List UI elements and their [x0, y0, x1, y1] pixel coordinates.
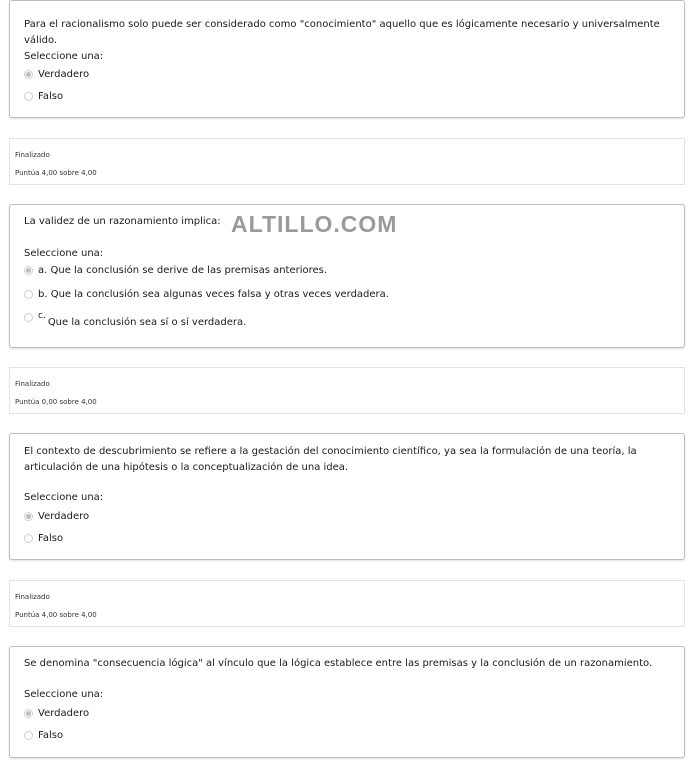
question-info-1: [9, 138, 685, 185]
radio-button[interactable]: [24, 534, 33, 543]
question-text: Para el racionalismo solo puede ser considerado como "conocimiento" aquello que es lógicamente necesario y universalmente válido.: [24, 19, 660, 46]
watermark: ALTILLO.COM: [231, 211, 398, 237]
radio-button[interactable]: [24, 512, 33, 521]
option-label: Verdadero: [38, 708, 90, 719]
question-text: La validez de un razonamiento implica:: [24, 216, 221, 227]
radio-button[interactable]: [24, 731, 33, 740]
state-text: Finalizado: [15, 593, 50, 601]
select-one-label: Seleccione una:: [24, 492, 104, 503]
question-text: El contexto de descubrimiento se refiere a la gestación del conocimiento científico, ya sea la formulación de una teoría, la articulación de una hipótesis o la conceptualización de una idea.: [24, 446, 637, 473]
state-text: Finalizado: [15, 151, 50, 159]
select-one-label: Seleccione una:: [24, 689, 104, 700]
option-label: a. Que la conclusión se derive de las premisas anteriores.: [38, 265, 328, 276]
option-verdadero[interactable]: [24, 708, 89, 719]
grade-text: Puntúa 4,00 sobre 4,00: [15, 169, 97, 177]
option-a[interactable]: [24, 265, 327, 276]
option-label: Falso: [38, 730, 64, 741]
option-c[interactable]: [24, 311, 246, 328]
question-text: Se denomina "consecuencia lógica" al vínculo que la lógica establece entre las premisas y la conclusión de un razonamiento.: [24, 658, 653, 669]
radio-button[interactable]: [24, 92, 33, 101]
option-label: Que la conclusión sea sí o sí verdadera.: [47, 317, 247, 328]
radio-button[interactable]: [24, 290, 33, 299]
radio-button[interactable]: [24, 313, 33, 322]
option-b[interactable]: [24, 289, 389, 300]
option-label: Falso: [38, 91, 64, 102]
grade-text: Puntúa 0,00 sobre 4,00: [15, 398, 97, 406]
select-one-label: Seleccione una:: [24, 248, 104, 259]
radio-button[interactable]: [24, 709, 33, 718]
state-text: Finalizado: [15, 380, 50, 388]
radio-button[interactable]: [24, 266, 33, 275]
option-falso[interactable]: [24, 91, 63, 102]
option-label: Verdadero: [38, 69, 90, 80]
option-falso[interactable]: [24, 730, 63, 741]
select-one-label: Seleccione una:: [24, 51, 104, 62]
question-box-4: [9, 646, 685, 758]
option-verdadero[interactable]: [24, 69, 89, 80]
question-box-3: [9, 433, 685, 560]
radio-button[interactable]: [24, 70, 33, 79]
question-info-2: [9, 367, 685, 414]
grade-text: Puntúa 4,00 sobre 4,00: [15, 611, 97, 619]
question-box-1: [9, 0, 685, 118]
option-label: Verdadero: [38, 511, 90, 522]
option-letter: c.: [38, 311, 46, 321]
option-label: Falso: [38, 533, 64, 544]
option-label: b. Que la conclusión sea algunas veces falsa y otras veces verdadera.: [38, 289, 389, 300]
option-verdadero[interactable]: [24, 511, 89, 522]
option-falso[interactable]: [24, 533, 63, 544]
question-info-3: [9, 580, 685, 627]
